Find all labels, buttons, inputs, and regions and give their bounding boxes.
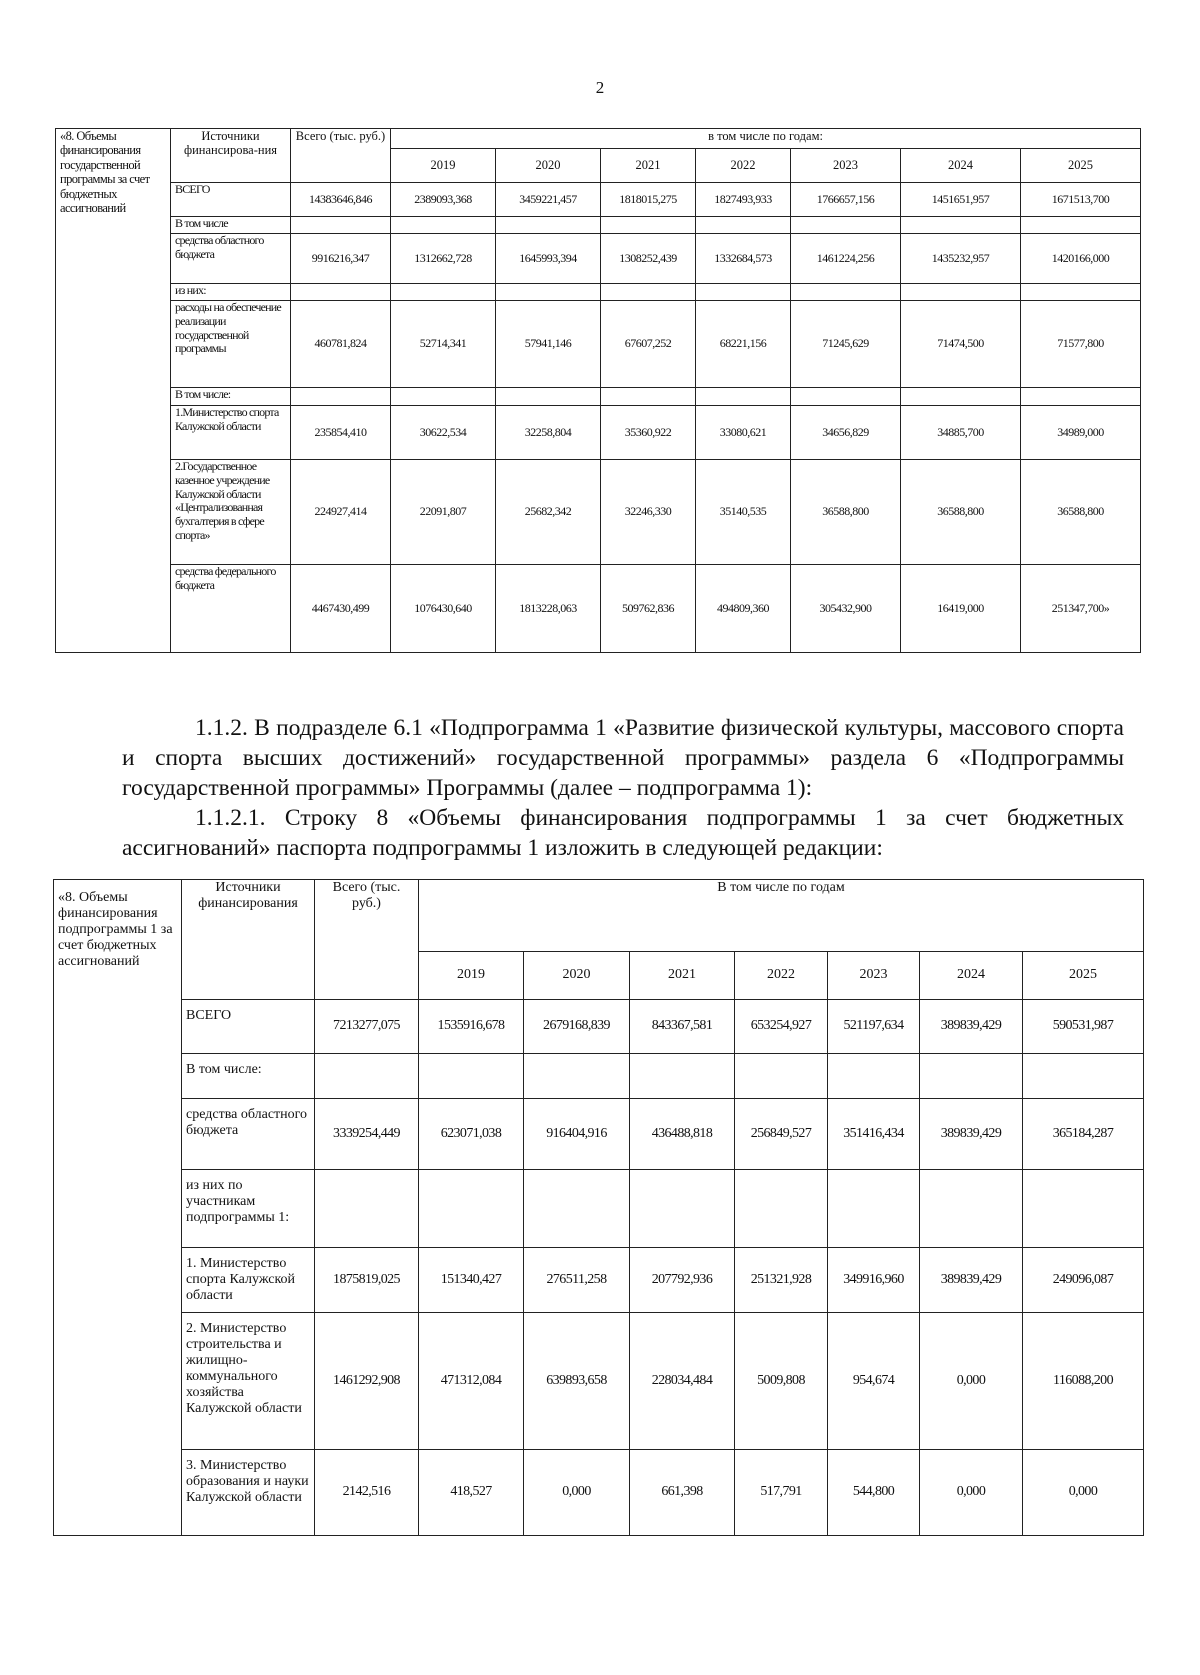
value-cell: 34885,700	[901, 406, 1021, 460]
value-cell	[601, 284, 696, 301]
value-cell: 471312,084	[419, 1313, 524, 1450]
value-cell	[901, 217, 1021, 234]
year-cell: 2021	[630, 952, 735, 1000]
value-cell	[391, 217, 496, 234]
value-cell	[601, 217, 696, 234]
value-cell	[630, 1054, 735, 1099]
value-cell	[315, 1054, 419, 1099]
table-row	[54, 1450, 1144, 1536]
header-total: Всего (тыс. руб.)	[291, 129, 391, 183]
value-cell	[1021, 217, 1141, 234]
value-cell: 509762,836	[601, 565, 696, 653]
row-label: из них по участникам подпрограммы 1:	[182, 1170, 315, 1248]
value-cell: 34989,000	[1021, 406, 1141, 460]
value-cell	[696, 217, 791, 234]
table-row	[56, 460, 1141, 565]
value-cell	[391, 284, 496, 301]
header-total: Всего (тыс. руб.)	[315, 880, 419, 1000]
value-cell: 305432,900	[791, 565, 901, 653]
year-cell: 2025	[1023, 952, 1144, 1000]
value-cell	[735, 1054, 828, 1099]
value-cell	[524, 1170, 630, 1248]
value-cell: 418,527	[419, 1450, 524, 1536]
value-cell: 349916,960	[828, 1248, 920, 1313]
value-cell: 7213277,075	[315, 1000, 419, 1054]
row-label: В том числе:	[171, 388, 291, 406]
table-row	[54, 1313, 1144, 1450]
table-caption: «8. Объемы финансирования подпрограммы 1 за счет бюджетных ассигнований	[54, 880, 182, 1536]
value-cell: 517,791	[735, 1450, 828, 1536]
value-cell: 235854,410	[291, 406, 391, 460]
value-cell	[496, 388, 601, 406]
value-cell	[828, 1054, 920, 1099]
value-cell: 436488,818	[630, 1099, 735, 1170]
value-cell: 67607,252	[601, 301, 696, 388]
value-cell: 151340,427	[419, 1248, 524, 1313]
value-cell	[419, 1170, 524, 1248]
value-cell: 224927,414	[291, 460, 391, 565]
row-label: 1.Министерство спорта Калужской области	[171, 406, 291, 460]
value-cell: 32246,330	[601, 460, 696, 565]
value-cell: 460781,824	[291, 301, 391, 388]
financing-table-program	[55, 128, 1141, 653]
value-cell: 1435232,957	[901, 234, 1021, 284]
value-cell: 36588,800	[901, 460, 1021, 565]
row-label: 3. Министерство образования и науки Калужской области	[182, 1450, 315, 1536]
row-label: ВСЕГО	[182, 1000, 315, 1054]
value-cell: 16419,000	[901, 565, 1021, 653]
value-cell	[735, 1170, 828, 1248]
value-cell: 954,674	[828, 1313, 920, 1450]
row-label: средства областного бюджета	[171, 234, 291, 284]
value-cell	[291, 388, 391, 406]
value-cell	[601, 388, 696, 406]
value-cell: 1645993,394	[496, 234, 601, 284]
value-cell: 1827493,933	[696, 183, 791, 217]
value-cell	[1023, 1170, 1144, 1248]
year-cell: 2020	[524, 952, 630, 1000]
page-number: 2	[595, 78, 605, 97]
table-row	[56, 217, 1141, 234]
value-cell: 4467430,499	[291, 565, 391, 653]
header-by-years: В том числе по годам	[419, 880, 1144, 952]
year-cell: 2021	[601, 149, 696, 183]
value-cell: 32258,804	[496, 406, 601, 460]
value-cell	[315, 1170, 419, 1248]
value-cell: 0,000	[920, 1313, 1023, 1450]
value-cell: 57941,146	[496, 301, 601, 388]
value-cell	[1021, 388, 1141, 406]
value-cell	[419, 1054, 524, 1099]
value-cell: 1308252,439	[601, 234, 696, 284]
row-label: расходы на обеспечение реализации государственной программы	[171, 301, 291, 388]
value-cell: 276511,258	[524, 1248, 630, 1313]
value-cell: 1766657,156	[791, 183, 901, 217]
value-cell	[901, 388, 1021, 406]
value-cell: 30622,534	[391, 406, 496, 460]
value-cell: 3459221,457	[496, 183, 601, 217]
amendment-text	[122, 713, 1124, 863]
value-cell: 52714,341	[391, 301, 496, 388]
header-by-years: в том числе по годам:	[391, 129, 1141, 149]
table-row	[56, 406, 1141, 460]
value-cell: 1875819,025	[315, 1248, 419, 1313]
value-cell	[524, 1054, 630, 1099]
value-cell: 33080,621	[696, 406, 791, 460]
value-cell: 0,000	[1023, 1450, 1144, 1536]
value-cell: 71474,500	[901, 301, 1021, 388]
table-row	[56, 183, 1141, 217]
value-cell: 3339254,449	[315, 1099, 419, 1170]
value-cell: 1461224,256	[791, 234, 901, 284]
table-row	[54, 1248, 1144, 1313]
row-label: 2. Министерство строительства и жилищно-коммунального хозяйства Калужской области	[182, 1313, 315, 1450]
value-cell: 494809,360	[696, 565, 791, 653]
row-label: 1. Министерство спорта Калужской области	[182, 1248, 315, 1313]
value-cell: 25682,342	[496, 460, 601, 565]
value-cell	[1021, 284, 1141, 301]
table-row	[54, 1099, 1144, 1170]
value-cell: 1332684,573	[696, 234, 791, 284]
table-row	[56, 301, 1141, 388]
year-cell: 2022	[696, 149, 791, 183]
table-caption: «8. Объемы финансирования государственной программы за счет бюджетных ассигнований	[56, 129, 171, 653]
year-cell: 2025	[1021, 149, 1141, 183]
value-cell: 36588,800	[1021, 460, 1141, 565]
value-cell: 2389093,368	[391, 183, 496, 217]
value-cell: 1451651,957	[901, 183, 1021, 217]
year-cell: 2019	[419, 952, 524, 1000]
value-cell: 5009,808	[735, 1313, 828, 1450]
value-cell: 590531,987	[1023, 1000, 1144, 1054]
value-cell: 68221,156	[696, 301, 791, 388]
financing-table-subprogram	[53, 879, 1144, 1536]
table-row	[54, 1000, 1144, 1054]
row-label: средства областного бюджета	[182, 1099, 315, 1170]
value-cell: 1535916,678	[419, 1000, 524, 1054]
value-cell: 0,000	[920, 1450, 1023, 1536]
value-cell: 251321,928	[735, 1248, 828, 1313]
value-cell: 228034,484	[630, 1313, 735, 1450]
table-row	[56, 565, 1141, 653]
year-cell: 2023	[791, 149, 901, 183]
value-cell: 1813228,063	[496, 565, 601, 653]
value-cell: 653254,927	[735, 1000, 828, 1054]
value-cell: 35140,535	[696, 460, 791, 565]
paragraph-subsection: 1.1.2. В подразделе 6.1 «Подпрограмма 1 «Развитие физической культуры, массового спорта и спорта высших достижений» государственной программы» раздела 6 «Подпрограммы государственной программы» Программы (далее – подпрограмма 1):	[122, 715, 1124, 801]
year-cell: 2024	[920, 952, 1023, 1000]
table-row	[56, 284, 1141, 301]
table-row	[54, 1170, 1144, 1248]
value-cell: 365184,287	[1023, 1099, 1144, 1170]
value-cell: 351416,434	[828, 1099, 920, 1170]
value-cell: 35360,922	[601, 406, 696, 460]
value-cell: 1420166,000	[1021, 234, 1141, 284]
value-cell: 0,000	[524, 1450, 630, 1536]
table-row	[56, 388, 1141, 406]
value-cell	[791, 388, 901, 406]
value-cell	[696, 284, 791, 301]
value-cell: 1671513,700	[1021, 183, 1141, 217]
value-cell	[291, 284, 391, 301]
table-row	[54, 1054, 1144, 1099]
table-row	[56, 234, 1141, 284]
value-cell	[791, 217, 901, 234]
value-cell	[901, 284, 1021, 301]
row-label: средства федерального бюджета	[171, 565, 291, 653]
row-label: ВСЕГО	[171, 183, 291, 217]
header-source: Источники финансирова-ния	[171, 129, 291, 183]
value-cell: 251347,700»	[1021, 565, 1141, 653]
value-cell: 916404,916	[524, 1099, 630, 1170]
value-cell: 843367,581	[630, 1000, 735, 1054]
value-cell	[496, 284, 601, 301]
value-cell: 389839,429	[920, 1248, 1023, 1313]
value-cell	[920, 1054, 1023, 1099]
value-cell: 71577,800	[1021, 301, 1141, 388]
value-cell: 1076430,640	[391, 565, 496, 653]
value-cell	[1023, 1054, 1144, 1099]
value-cell: 249096,087	[1023, 1248, 1144, 1313]
value-cell: 36588,800	[791, 460, 901, 565]
year-cell: 2019	[391, 149, 496, 183]
value-cell	[791, 284, 901, 301]
value-cell: 389839,429	[920, 1099, 1023, 1170]
value-cell: 116088,200	[1023, 1313, 1144, 1450]
value-cell: 639893,658	[524, 1313, 630, 1450]
value-cell: 9916216,347	[291, 234, 391, 284]
row-label: В том числе:	[182, 1054, 315, 1099]
value-cell: 1818015,275	[601, 183, 696, 217]
value-cell: 389839,429	[920, 1000, 1023, 1054]
year-cell: 2022	[735, 952, 828, 1000]
value-cell: 34656,829	[791, 406, 901, 460]
paragraph-row-8: 1.1.2.1. Строку 8 «Объемы финансирования подпрограммы 1 за счет бюджетных ассигнований» паспорта подпрограммы 1 изложить в следующей редакции:	[122, 805, 1124, 861]
value-cell: 207792,936	[630, 1248, 735, 1313]
value-cell: 521197,634	[828, 1000, 920, 1054]
value-cell	[496, 217, 601, 234]
row-label: 2.Государственное казенное учреждение Калужской области «Централизованная бухгалтерия в сфере спорта»	[171, 460, 291, 565]
value-cell: 71245,629	[791, 301, 901, 388]
value-cell: 256849,527	[735, 1099, 828, 1170]
value-cell: 22091,807	[391, 460, 496, 565]
row-label: из них:	[171, 284, 291, 301]
value-cell: 2142,516	[315, 1450, 419, 1536]
value-cell: 2679168,839	[524, 1000, 630, 1054]
year-cell: 2024	[901, 149, 1021, 183]
value-cell	[696, 388, 791, 406]
value-cell	[391, 388, 496, 406]
header-row	[54, 880, 1144, 952]
header-source: Источники финансирования	[182, 880, 315, 1000]
value-cell	[291, 217, 391, 234]
value-cell	[920, 1170, 1023, 1248]
row-label: В том числе	[171, 217, 291, 234]
value-cell: 661,398	[630, 1450, 735, 1536]
value-cell	[630, 1170, 735, 1248]
value-cell: 14383646,846	[291, 183, 391, 217]
year-cell: 2023	[828, 952, 920, 1000]
value-cell: 623071,038	[419, 1099, 524, 1170]
value-cell: 544,800	[828, 1450, 920, 1536]
value-cell: 1312662,728	[391, 234, 496, 284]
year-cell: 2020	[496, 149, 601, 183]
value-cell: 1461292,908	[315, 1313, 419, 1450]
header-row	[56, 129, 1141, 149]
value-cell	[828, 1170, 920, 1248]
